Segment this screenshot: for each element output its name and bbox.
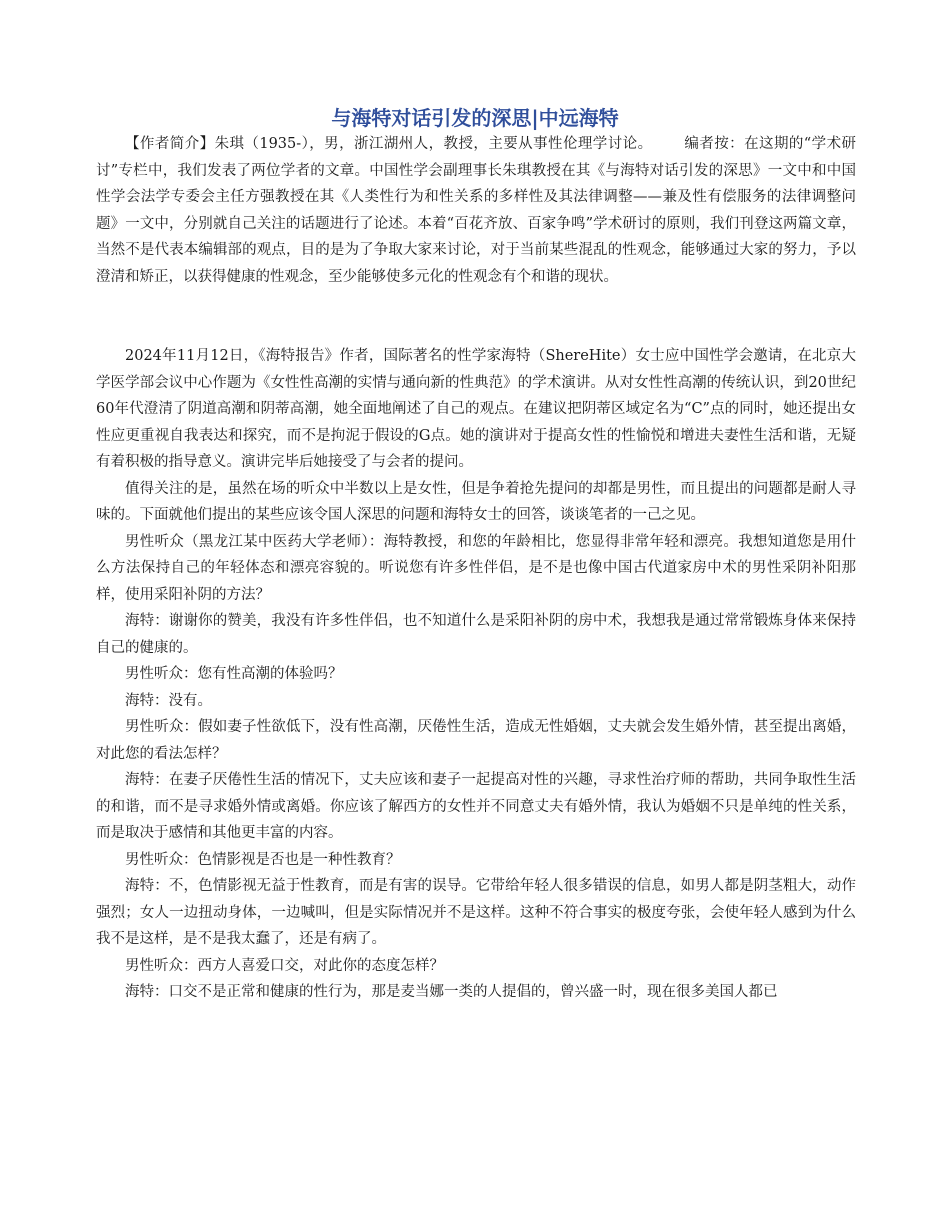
body-paragraph: 值得关注的是，虽然在场的听众中半数以上是女性，但是争着抢先提问的却都是男性，而且提出的问题都是耐人寻味的。下面就他们提出的某些应该令国人深思的问题和海特女士的回答，谈谈笔者的一己之见。 (96, 480, 856, 523)
body-paragraph: 男性听众（黑龙江某中医药大学老师）：海特教授，和您的年龄相比，您显得非常年轻和漂亮。我想知道您是用什么方法保持自己的年轻体态和漂亮容貌的。听说您有许多性伴侣，是不是也像中国古代道家房中术的男性采阴补阳那样，使用采阳补阴的方法？ (96, 533, 856, 603)
body-paragraph: 海特：没有。 (125, 692, 212, 709)
author-label: 【作者简介】 (125, 136, 215, 152)
body-paragraph: 男性听众：色情影视是否也是一种性教育？ (125, 851, 401, 868)
intro-paragraph (96, 131, 856, 290)
body-paragraph: 海特：在妻子厌倦性生活的情况下，丈夫应该和妻子一起提高对性的兴趣，寻求性治疗师的帮助，共同争取性生活的和谐，而不是寻求婚外情或离婚。你应该了解西方的女性并不同意丈夫有婚外情，我认为婚姻不只是单纯的性关系，而是取决于感情和其他更丰富的内容。 (96, 772, 856, 841)
editor-note: 编者按：在这期的“学术研讨”专栏中，我们发表了两位学者的文章。中国性学会副理事长朱琪教授在其《与海特对话引发的深思》一文中和中国性学会法学专委会主任方强教授在其《人类性行为和性关系的多样性及其法律调整——兼及性有偿服务的法律调整问题》一文中，分别就自己关注的话题进行了论述。本着“百花齐放、百家争鸣”学术研讨的原则，我们刊登这两篇文章，当然不是代表本编辑部的观点，目的是为了争取大家来讨论，对于当前某些混乱的性观念，能够通过大家的努力，予以澄清和矫正，以获得健康的性观念，至少能够使多元化的性观念有个和谐的现状。 (96, 136, 856, 285)
article-body (96, 131, 856, 1006)
body-paragraph: 男性听众：您有性高潮的体验吗？ (125, 666, 343, 682)
body-paragraph: 男性听众：假如妻子性欲低下，没有性高潮，厌倦性生活，造成无性婚姻，丈夫就会发生婚外情，甚至提出离婚，对此您的看法怎样？ (96, 719, 856, 762)
body-paragraph: 海特：谢谢你的赞美，我没有许多性伴侣，也不知道什么是采阳补阴的房中术，我想我是通过常常锻炼身体来保持自己的健康的。 (96, 613, 856, 656)
body-paragraph: 男性听众：西方人喜爱口交，对此你的态度怎样？ (125, 957, 444, 974)
document-title: 与海特对话引发的深思|中远海特 (331, 106, 619, 130)
section-spacer (96, 317, 856, 344)
author-bio: 朱琪（1935-），男，浙江湖州人，教授，主要从事性伦理学讨论。 (214, 136, 653, 152)
body-paragraph: 海特：口交不是正常和健康的性行为，那是麦当娜一类的人提倡的，曾兴盛一时，现在很多美国人都已 (125, 984, 778, 1000)
body-paragraph: 2024年11月12日，《海特报告》作者，国际著名的性学家海特（ShereHite）女士应中国性学会邀请，在北京大学医学部会议中心作题为《女性性高潮的实情与通向新的性典范》的学术演讲。从对女性性高潮的传统认识，到20世纪60年代澄清了阴道高潮和阴蒂高潮，她全面地阐述了自己的观点。在建议把阴蒂区域定名为“C”点的同时，她还提出女性应更重视自我表达和探究，而不是拘泥于假设的G点。她的演讲对于提高女性的性愉悦和增进夫妻性生活和谐，无疑有着积极的指导意义。演讲完毕后她接受了与会者的提问。 (96, 348, 856, 470)
body-paragraph: 海特：不，色情影视无益于性教育，而是有害的误导。它带给年轻人很多错误的信息，如男人都是阴茎粗大，动作强烈；女人一边扭动身体，一边喊叫，但是实际情况并不是这样。这种不符合事实的极度夸张，会使年轻人感到为什么我不是这样，是不是我太蠢了，还是有病了。 (96, 878, 856, 947)
